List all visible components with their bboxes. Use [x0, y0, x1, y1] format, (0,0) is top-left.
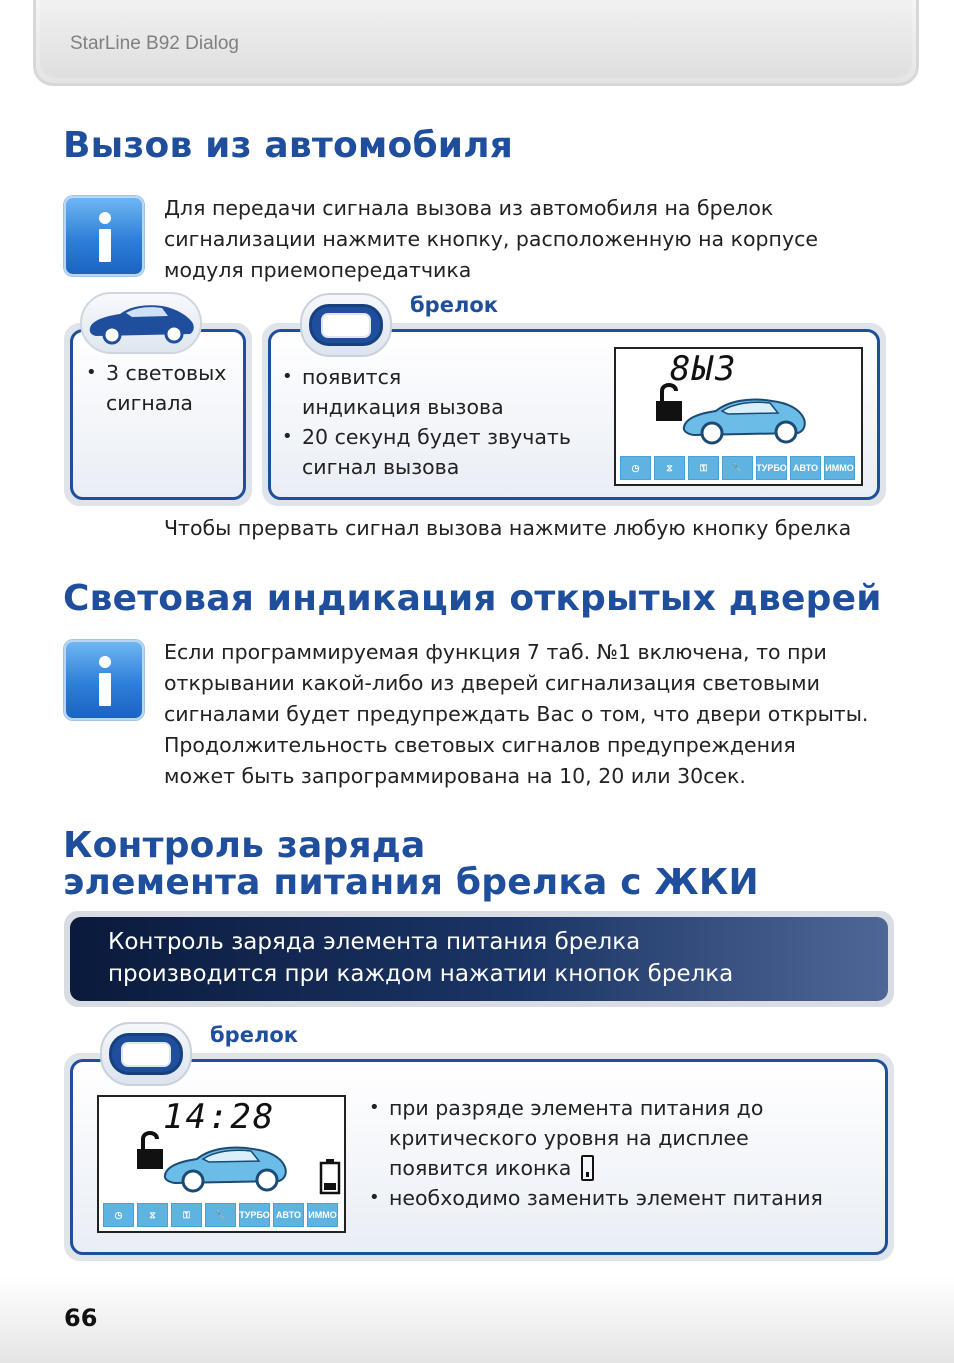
lcd-display: [97, 1095, 346, 1233]
lcd-display: [614, 347, 863, 486]
turbo-icon: ТУРБО: [756, 456, 787, 480]
lcd-digits: 14:28: [163, 1097, 276, 1137]
clock-icon: ◷: [620, 456, 651, 480]
list-item: • 3 световых сигнала: [84, 358, 226, 418]
lcd-car-icon: [654, 379, 854, 449]
section-title-call: Вызов из автомобиля: [63, 125, 514, 166]
wrench-icon: 🔧: [205, 1203, 236, 1227]
hourglass-icon: ⧖: [654, 456, 685, 480]
car-badge: [80, 292, 202, 354]
call-info-text: Для передачи сигнала вызова из автомобиля на брелок сигнализации нажмите кнопку, расположенную на корпусе модуля приемопередатчика: [164, 196, 818, 282]
battery-low-icon: [581, 1155, 594, 1181]
fob-bullet-list: [280, 362, 571, 482]
list-item: • появится индикация вызова: [280, 362, 571, 422]
hourglass-icon: ⧖: [137, 1203, 168, 1227]
info-icon: [64, 196, 144, 276]
key-icon: ⚿: [171, 1203, 202, 1227]
auto-icon: АВТО: [273, 1203, 304, 1227]
fob-icon: [300, 293, 392, 357]
info-icon: [64, 640, 144, 720]
immo-icon: ИММО: [824, 456, 855, 480]
turbo-icon: ТУРБО: [239, 1203, 270, 1227]
doors-info-text: Если программируемая функция 7 таб. №1 включена, то при открывании какой-либо из дверей сигнализация световыми сигналами будет предупреждать Вас о том, что двери открыты. Продолжительность световых сигналов предупреждения может быть запрограммирована на 10, 20 или 30сек.: [164, 640, 869, 788]
car-bullet-list: [84, 358, 226, 418]
list-item: • необходимо заменить элемент питания: [367, 1183, 823, 1213]
wrench-icon: 🔧: [722, 456, 753, 480]
section-title-doors: Световая индикация открытых дверей: [63, 578, 882, 619]
lcd-icon-row: [620, 456, 855, 480]
list-item: • 20 секунд будет звучать сигнал вызова: [280, 422, 571, 482]
lcd-car-icon: [135, 1131, 345, 1201]
immo-icon: ИММО: [307, 1203, 338, 1227]
list-item: • при разряде элемента питания до критического уровня на дисплее появится иконка: [367, 1093, 823, 1183]
car-icon: [82, 294, 200, 352]
clock-icon: ◷: [103, 1203, 134, 1227]
fob-label: брелок: [410, 293, 498, 317]
lcd-icon-row: [103, 1203, 338, 1227]
lcd-digits: 8Ы3: [670, 349, 738, 389]
fob-label: брелок: [210, 1023, 298, 1047]
page-number: 66: [64, 1304, 98, 1332]
footer: [0, 1276, 954, 1363]
auto-icon: АВТО: [790, 456, 821, 480]
battery-bullet-list: [367, 1093, 823, 1213]
section-title-battery: Контроль заряда элемента питания брелка с ЖКИ: [63, 825, 759, 903]
header-title: StarLine B92 Dialog: [70, 33, 239, 54]
fob-icon: [100, 1022, 192, 1086]
key-icon: ⚿: [688, 456, 719, 480]
call-stop-note: Чтобы прервать сигнал вызова нажмите любую кнопку брелка: [164, 516, 852, 540]
battery-banner: Контроль заряда элемента питания брелка производится при каждом нажатии кнопок брелка: [64, 911, 894, 1007]
